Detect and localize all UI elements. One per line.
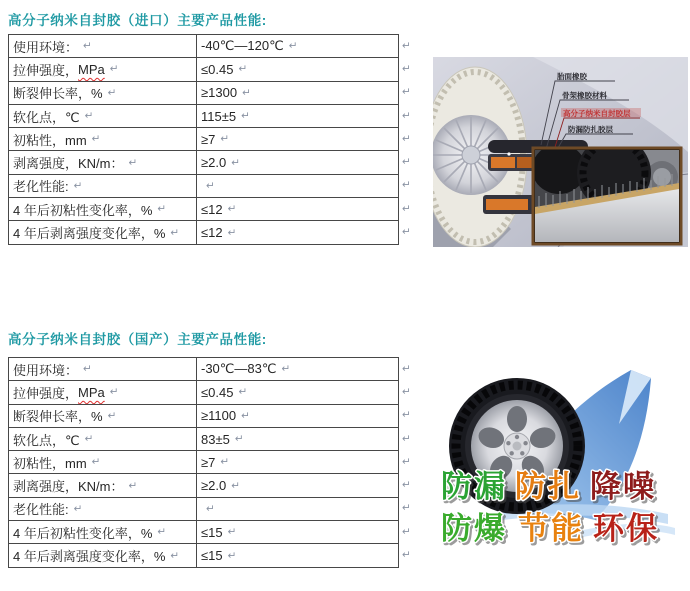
spec-value: ≥7 [201,454,216,470]
spec-value: ≤15 [201,548,223,564]
return-mark-icon: ↵ [109,386,119,399]
spec-label: 初粘性，mm [13,132,87,148]
return-mark-icon: ↵ [402,525,411,538]
return-mark-icon: ↵ [128,156,138,169]
spec-label: 初粘性，mm [13,455,87,471]
return-mark-icon: ↵ [220,456,230,469]
return-mark-icon: ↵ [238,386,248,399]
return-mark-icon: ↵ [402,502,411,515]
spec-value-cell [197,405,398,427]
return-mark-icon: ↵ [170,226,180,239]
spec-value-cell [197,474,398,496]
spec-label-cell [9,544,197,566]
return-mark-icon: ↵ [402,549,411,562]
spec-value: ≤0.45 [201,61,234,77]
row-end-marks [402,357,416,567]
return-mark-icon: ↵ [107,409,117,422]
return-mark-icon: ↵ [84,433,94,446]
return-mark-icon: ↵ [107,86,117,99]
spec-label: 剥离强度，KN/m： [13,479,124,495]
spec-value: ≥2.0 [201,478,227,494]
layer-label-carcass: 骨架橡胶材料 [562,91,607,100]
spec-label: 拉伸强度， [13,62,79,78]
section2-title: 高分子纳米自封胶（国产）主要产品性能: [8,332,267,347]
return-mark-icon: ↵ [281,363,291,376]
return-mark-icon: ↵ [402,455,411,468]
spec-value: ≥1100 [201,408,237,424]
return-mark-icon: ↵ [91,456,101,469]
import-spec-table [8,34,399,245]
return-mark-icon: ↵ [227,526,237,539]
return-mark-icon: ↵ [402,179,411,192]
spec-value: 115±5 [201,108,237,124]
return-mark-icon: ↵ [402,62,411,75]
table-row [9,521,398,544]
row-end-marks [402,34,416,244]
spec-value: ≥1300 [201,85,238,101]
table-row [9,428,398,451]
badge-blowout-proof: 防爆 [441,511,507,546]
return-mark-icon: ↵ [227,203,237,216]
table-row [9,474,398,497]
spec-label-cell [9,451,197,473]
spec-label-cell [9,105,197,127]
spec-label: 拉伸强度， [13,385,79,401]
return-mark-icon: ↵ [402,479,411,492]
spec-value-cell [197,544,398,566]
badge-punctureproof: 防扎 [515,469,581,504]
nail-bed-inset-photo [532,136,681,244]
tire-features-image [433,362,688,556]
return-mark-icon: ↵ [234,433,244,446]
return-mark-icon: ↵ [231,479,241,492]
table-row [9,358,398,381]
return-mark-icon: ↵ [402,39,411,52]
table-row [9,221,398,243]
spec-label: 4 年后初粘性变化率，% [13,202,153,218]
return-mark-icon: ↵ [170,549,180,562]
spec-label: 剥离强度，KN/m： [13,156,124,172]
spec-value: -30℃—83℃ [201,361,277,377]
return-mark-icon: ↵ [402,362,411,375]
table-row [9,381,398,404]
table-row [9,35,398,58]
spec-value: ≤0.45 [201,384,234,400]
spec-value-cell [197,381,398,403]
domestic-spec-table [8,357,399,568]
return-mark-icon: ↵ [83,40,92,53]
spec-value-cell [197,428,398,450]
return-mark-icon: ↵ [231,156,241,169]
spec-value-cell [197,35,398,57]
spec-label-cell [9,82,197,104]
table-row [9,82,398,105]
return-mark-icon: ↵ [402,409,411,422]
spec-label-unit: MPa [78,384,105,400]
return-mark-icon: ↵ [227,549,237,562]
spec-label: 老化性能: [13,179,69,195]
spec-label: 4 年后剥离强度变化率，% [13,549,166,565]
badge-energy-saving: 节能 [518,511,584,546]
spec-value-cell [197,521,398,543]
return-mark-icon: ↵ [238,63,248,76]
spec-label-cell [9,474,197,496]
return-mark-icon: ↵ [242,86,251,99]
spec-label: 使用环境： [13,362,79,378]
spec-label-cell [9,381,197,403]
tire-features-figure [433,362,688,556]
spec-label-cell [9,128,197,150]
spec-value-cell [197,151,398,173]
spec-value-cell [197,82,398,104]
return-mark-icon: ↵ [206,179,215,192]
return-mark-icon: ↵ [84,110,94,123]
badge-eco-friendly: 环保 [593,511,659,546]
spec-value-cell [197,358,398,380]
table-row [9,105,398,128]
return-mark-icon: ↵ [73,502,83,515]
section1-title: 高分子纳米自封胶（进口）主要产品性能: [8,13,267,28]
spec-label-cell [9,221,197,243]
badge-noise-reduction: 降噪 [590,469,656,504]
return-mark-icon: ↵ [220,133,230,146]
spec-value: ≤15 [201,524,223,540]
spec-label-cell [9,58,197,80]
return-mark-icon: ↵ [241,409,250,422]
return-mark-icon: ↵ [402,109,411,122]
spec-label-cell [9,521,197,543]
spec-value-cell [197,451,398,473]
return-mark-icon: ↵ [227,226,237,239]
return-mark-icon: ↵ [241,110,250,123]
spec-value: 83±5 [201,431,230,447]
return-mark-icon: ↵ [288,40,298,53]
return-mark-icon: ↵ [402,226,411,239]
spec-value: ≤12 [201,201,223,217]
return-mark-icon: ↵ [402,432,411,445]
spec-label-cell [9,358,197,380]
spec-label: 断裂伸长率，% [13,409,103,425]
return-mark-icon: ↵ [157,203,167,216]
spec-label-cell [9,35,197,57]
spec-value-cell [197,198,398,220]
spec-value-cell [197,498,398,520]
return-mark-icon: ↵ [402,156,411,169]
return-mark-icon: ↵ [206,502,215,515]
return-mark-icon: ↵ [402,202,411,215]
table-row [9,151,398,174]
table-row [9,498,398,521]
spec-value: ≥7 [201,131,216,147]
table-row [9,128,398,151]
spec-label-cell [9,428,197,450]
table-row [9,451,398,474]
table-row [9,544,398,566]
table-row [9,58,398,81]
spec-label: 使用环境： [13,39,79,55]
layer-label-tread: 胎面橡胶 [557,72,587,81]
spec-label: 老化性能: [13,502,69,518]
spec-label-cell [9,175,197,197]
table-row [9,175,398,198]
tire-cutaway-figure [433,57,688,247]
spec-value-cell [197,58,398,80]
return-mark-icon: ↵ [402,86,411,99]
tire-cutaway-image [433,57,688,247]
return-mark-icon: ↵ [402,385,411,398]
table-row [9,405,398,428]
spec-label: 4 年后剥离强度变化率，% [13,226,166,242]
spec-label-cell [9,198,197,220]
return-mark-icon: ↵ [109,63,119,76]
layer-label-puncture-proof: 防漏防扎胶层 [568,125,613,134]
spec-value: ≤12 [201,225,223,241]
spec-value: ≥2.0 [201,155,227,171]
spec-value-cell [197,105,398,127]
return-mark-icon: ↵ [402,132,411,145]
spec-value-cell [197,221,398,243]
spec-label: 软化点，℃ [13,109,80,125]
return-mark-icon: ↵ [91,133,101,146]
spec-value: -40℃—120℃ [201,38,284,54]
return-mark-icon: ↵ [83,363,92,376]
spec-label-unit: MPa [78,61,105,77]
spec-value-cell [197,175,398,197]
spec-label: 软化点，℃ [13,432,80,448]
return-mark-icon: ↵ [128,479,138,492]
spec-value-cell [197,128,398,150]
badge-leakproof: 防漏 [441,469,507,504]
return-mark-icon: ↵ [157,526,167,539]
spec-label-cell [9,405,197,427]
spec-label: 4 年后初粘性变化率，% [13,525,153,541]
return-mark-icon: ↵ [73,179,83,192]
spec-label: 断裂伸长率，% [13,86,103,102]
spec-label-cell [9,151,197,173]
spec-label-cell [9,498,197,520]
table-row [9,198,398,221]
layer-label-sealant: 高分子纳米自封胶层 [563,109,631,118]
